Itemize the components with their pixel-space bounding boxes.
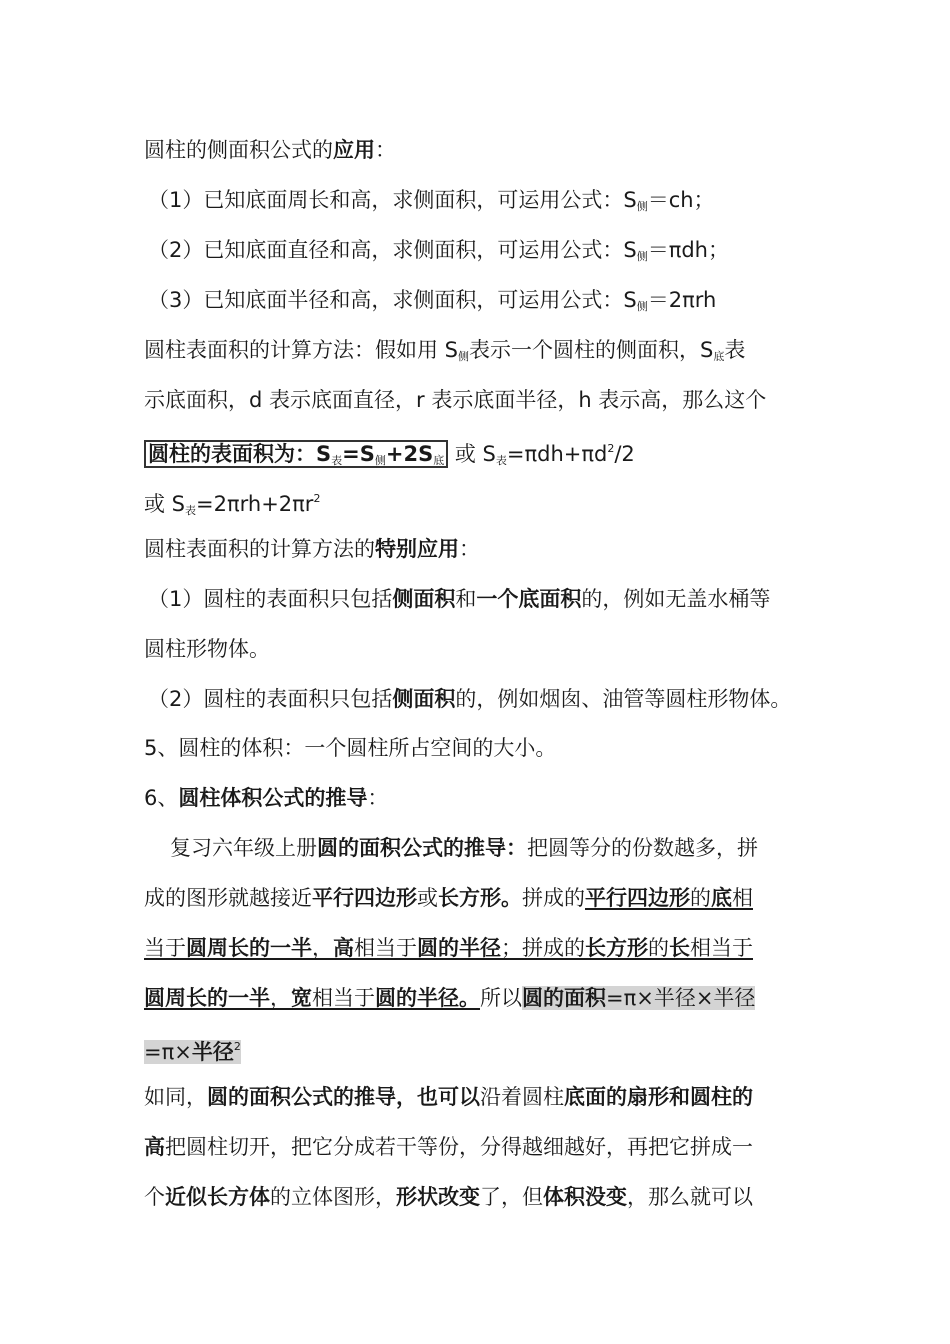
line-formula-circumference: （1）已知底面周长和高，求侧面积，可运用公式：$S_侧=ch$；: [148, 188, 715, 213]
line-special-case-1-cont: 圆柱形物体。: [144, 637, 270, 661]
line-formula-radius: （3）已知底面半径和高，求侧面积，可运用公式：$S_侧=2\pi rh$: [148, 288, 717, 313]
line-surface-area-formula: 圆柱的表面积为：$S_表=S_侧+2S_底$ 或 $S_表=\pi dh+\pi d^2/2$: [144, 432, 824, 466]
line-circle-area-result-cont: [144, 1030, 824, 1064]
line-special-application-heading: 圆柱表面积的计算方法的特别应用：: [144, 537, 480, 561]
line-surface-area-method: 圆柱表面积的计算方法：假如用 $S_侧$表示一个圆柱的侧面积，$S_底$表: [144, 338, 746, 363]
highlighted-circle-area-formula: 圆的面积=π×半径×半径: [522, 986, 756, 1010]
line-special-case-1: （1）圆柱的表面积只包括侧面积和一个底面积的，例如无盖水桶等: [148, 587, 771, 611]
line-cylinder-cutting: 高把圆柱切开，把它分成若干等份，分得越细越好，再把它拼成一: [144, 1135, 753, 1159]
line-cylinder-cuboid: 个近似长方体的立体图形，形状改变了，但体积没变，那么就可以: [144, 1185, 753, 1209]
line-lateral-area-application-heading: 圆柱的侧面积公式的应用：: [144, 138, 396, 162]
line-volume-definition: 5、圆柱的体积：一个圆柱所占空间的大小。: [144, 736, 557, 760]
underlined-parallelogram-base: 平行四边形的底相: [585, 886, 753, 910]
line-special-case-2: （2）圆柱的表面积只包括侧面积的，例如烟囱、油管等圆柱形物体。: [148, 687, 792, 711]
line-circle-area-result: 圆周长的一半，宽相当于圆的半径。所以圆的面积=π×半径×半径: [144, 986, 756, 1010]
line-volume-derivation-heading: 6、圆柱体积公式的推导：: [144, 786, 389, 810]
highlighted-circle-area-formula-end: =π×半径$^2$: [144, 1040, 241, 1064]
line-surface-area-alt-formula: 或 $S_表=2\pi rh+2\pi r^2$: [144, 492, 321, 517]
line-circle-area-review: 复习六年级上册圆的面积公式的推导：把圆等分的份数越多，拼: [170, 836, 758, 860]
underlined-rectangle-correspondence: 圆周长的一半，宽相当于圆的半径。: [144, 986, 480, 1010]
line-cylinder-analogy: 如同，圆的面积公式的推导，也可以沿着圆柱底面的扇形和圆柱的: [144, 1085, 753, 1109]
line-variable-definitions: 示底面积，d 表示底面直径，r 表示底面半径，h 表示高，那么这个: [144, 388, 767, 412]
surface-area-formula-box: 圆柱的表面积为：$S_表=S_侧+2S_底$: [144, 440, 448, 468]
line-formula-diameter: （2）已知底面直径和高，求侧面积，可运用公式：$S_侧=\pi dh$；: [148, 238, 729, 263]
line-circle-area-shapes: 成的图形就越接近平行四边形或长方形。拼成的平行四边形的底相: [144, 886, 753, 910]
line-circle-area-correspondence: 当于圆周长的一半，高相当于圆的半径；拼成的长方形的长相当于: [144, 936, 753, 960]
